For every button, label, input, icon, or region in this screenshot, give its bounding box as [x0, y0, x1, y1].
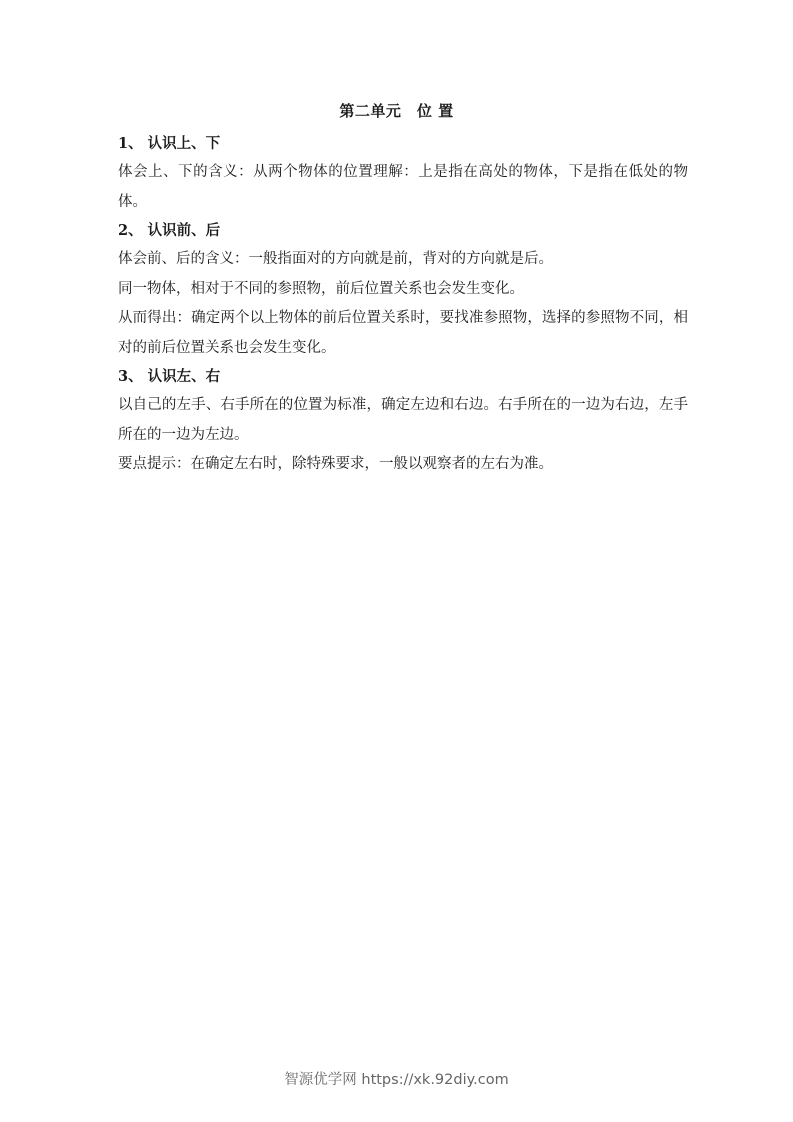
paragraph: 同一物体，相对于不同的参照物，前后位置关系也会发生变化。: [118, 280, 524, 297]
paragraph: 以自己的左手、右手所在的位置为标准，确定左边和右边。右手所在的一边为右边，左手所在的一边为左边。: [118, 397, 688, 443]
paragraph: 体会上、下的含义：从两个物体的位置理解：上是指在高处的物体，下是指在低处的物体。: [118, 164, 688, 210]
footer-watermark: 智源优学网 https://xk.92diy.com: [284, 1072, 509, 1088]
section-heading: 3、 认识左、右: [118, 368, 221, 385]
paragraph: 要点提示：在确定左右时，除特殊要求，一般以观察者的左右为准。: [118, 456, 553, 472]
section-heading: 2、 认识前、后: [118, 222, 221, 239]
document-body: [118, 130, 688, 480]
page-title: 第二单元 位 置: [339, 102, 454, 120]
section-heading: 1、 认识上、下: [118, 135, 221, 152]
section-1: [118, 130, 688, 217]
paragraph: 从而得出：确定两个以上物体的前后位置关系时，要找准参照物，选择的参照物不同，相对的前后位置关系也会发生变化。: [118, 310, 688, 356]
section-2: [118, 217, 688, 363]
section-3: [118, 363, 688, 480]
paragraph: 体会前、后的含义：一般指面对的方向就是前，背对的方向就是后。: [118, 251, 553, 267]
